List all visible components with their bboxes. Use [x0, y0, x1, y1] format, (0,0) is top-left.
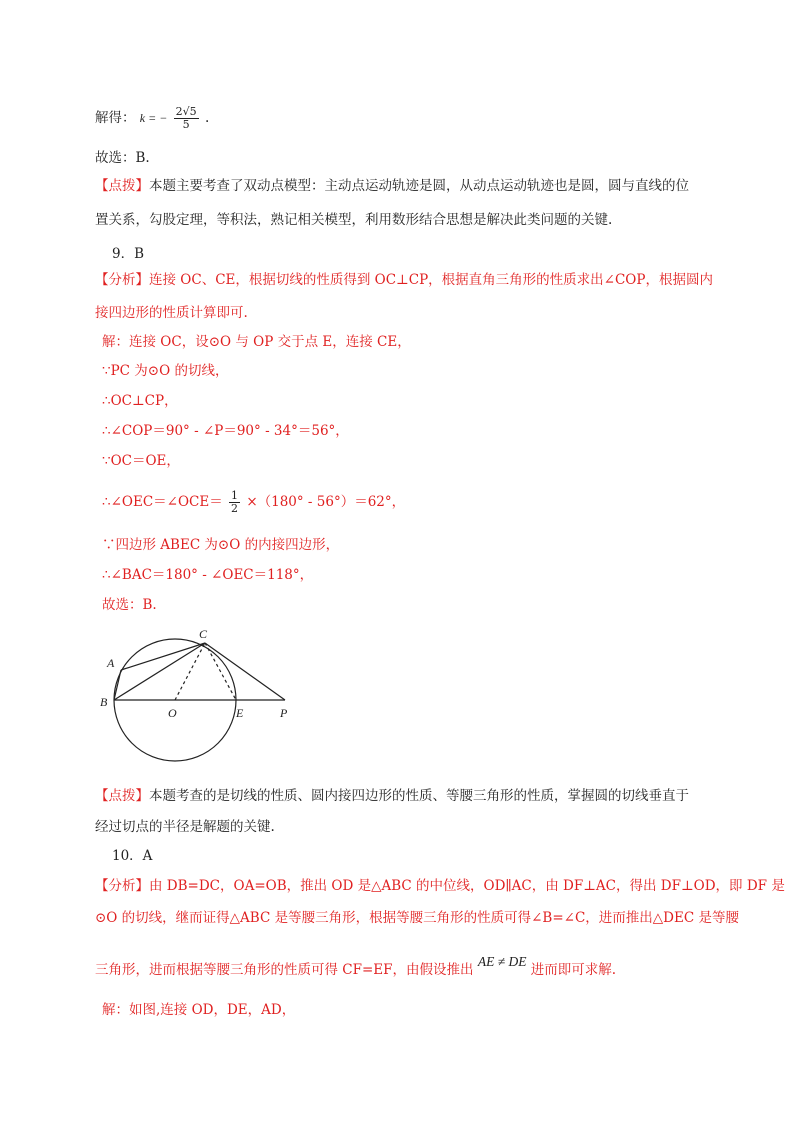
q9-number: 9．B: [112, 246, 145, 262]
prev-tip-line2: 置关系，勾股定理，等积法，熟记相关模型，利用数形结合思想是解决此类问题的关键.: [95, 212, 613, 228]
q10-solution-line: 解：如图,连接 OD，DE，AD，: [102, 1002, 296, 1018]
q10-analysis-line3-pre: 三角形，进而根据等腰三角形的性质可得 CF=EF，由假设推出: [95, 962, 474, 978]
q9-solution2-line-1: ∵四边形 ABEC 为⊙O 的内接四边形，: [102, 537, 340, 553]
solution-k-line: [95, 106, 209, 131]
q9-solution-line-4: ∴∠COP＝90° - ∠P＝90° - 34°＝56°，: [102, 423, 349, 439]
q9-oec-line: [102, 490, 405, 515]
q9-analysis-text1: 连接 OC、CE，根据切线的性质得到 OC⊥CP，根据直角三角形的性质求出∠COP，根据圆内: [149, 272, 713, 288]
solution-suffix: .: [204, 110, 210, 126]
q9-analysis-tag: 【分析】: [95, 272, 149, 288]
label-o: O: [168, 706, 177, 720]
label-p: P: [280, 706, 288, 720]
q9-solution2-line-3: 故选：B.: [102, 597, 157, 613]
q10-analysis-text1: 由 DB=DC，OA=OB，推出 OD 是△ABC 的中位线，OD∥AC，由 DF⊥AC，得出 DF⊥OD，即 DF 是: [149, 878, 785, 894]
solution-prefix: 解得：: [95, 110, 136, 126]
q10-number: 10．A: [112, 848, 153, 864]
oec-fraction: [229, 490, 240, 515]
q9-solution-line-1: 解：连接 OC，设⊙O 与 OP 交于点 E，连接 CE，: [102, 334, 411, 350]
label-b: B: [100, 695, 108, 709]
k-denominator: 5: [182, 118, 190, 131]
q9-solution-line-5: ∵OC＝OE，: [102, 453, 180, 469]
prev-tip-line1: [95, 176, 689, 196]
oec-lhs: ∴∠OEC＝∠OCE＝: [102, 494, 223, 510]
q9-analysis-line1: [95, 270, 713, 290]
q9-tip-line2: 经过切点的半径是解题的关键.: [95, 819, 275, 835]
q9-tip-text1: 本题考查的是切线的性质、圆内接四边形的性质、等腰三角形的性质，掌握圆的切线垂直于: [149, 788, 689, 804]
k-numerator: 2√5: [175, 105, 197, 118]
line-bc: [114, 643, 205, 700]
line-ce-dashed: [205, 643, 236, 700]
prev-choice: 故选：B.: [95, 150, 150, 166]
q9-solution-line-2: ∵PC 为⊙O 的切线，: [102, 363, 229, 379]
label-c: C: [199, 627, 208, 641]
line-ab: [114, 670, 121, 700]
q10-analysis-tag: 【分析】: [95, 878, 149, 894]
label-a: A: [107, 656, 115, 670]
circle-tangent-figure: [95, 625, 305, 765]
k-formula-lhs: k = −: [139, 111, 168, 125]
q10-analysis-line3: [95, 954, 617, 980]
label-e: E: [236, 706, 244, 720]
q10-analysis-line2: ⊙O 的切线，继而证得△ABC 是等腰三角形，根据等腰三角形的性质可得∠B=∠C，进而推出△DEC 是等腰: [95, 910, 739, 926]
prev-tip-text1: 本题主要考查了双动点模型：主动点运动轨迹是圆，从动点运动轨迹也是圆，圆与直线的位: [149, 178, 689, 194]
q10-inequality-formula: AE ≠ DE: [477, 954, 527, 969]
prev-tip-tag: 【点拨】: [95, 178, 149, 194]
q9-analysis-line2: 接四边形的性质计算即可.: [95, 305, 248, 321]
line-cp: [205, 643, 285, 700]
oec-numerator: 1: [231, 489, 239, 502]
q9-tip-line1: [95, 786, 689, 806]
k-fraction: [174, 106, 199, 131]
oec-denominator: 2: [231, 502, 239, 515]
oec-rhs: ×（180° - 56°）＝62°，: [246, 494, 406, 510]
q10-analysis-line1: [95, 876, 785, 896]
q9-solution2-line-2: ∴∠BAC＝180° - ∠OEC＝118°，: [102, 567, 314, 583]
q10-analysis-line3-post: 进而即可求解.: [530, 962, 617, 978]
q9-tip-tag: 【点拨】: [95, 788, 149, 804]
q9-solution-line-3: ∴OC⊥CP，: [102, 393, 178, 409]
